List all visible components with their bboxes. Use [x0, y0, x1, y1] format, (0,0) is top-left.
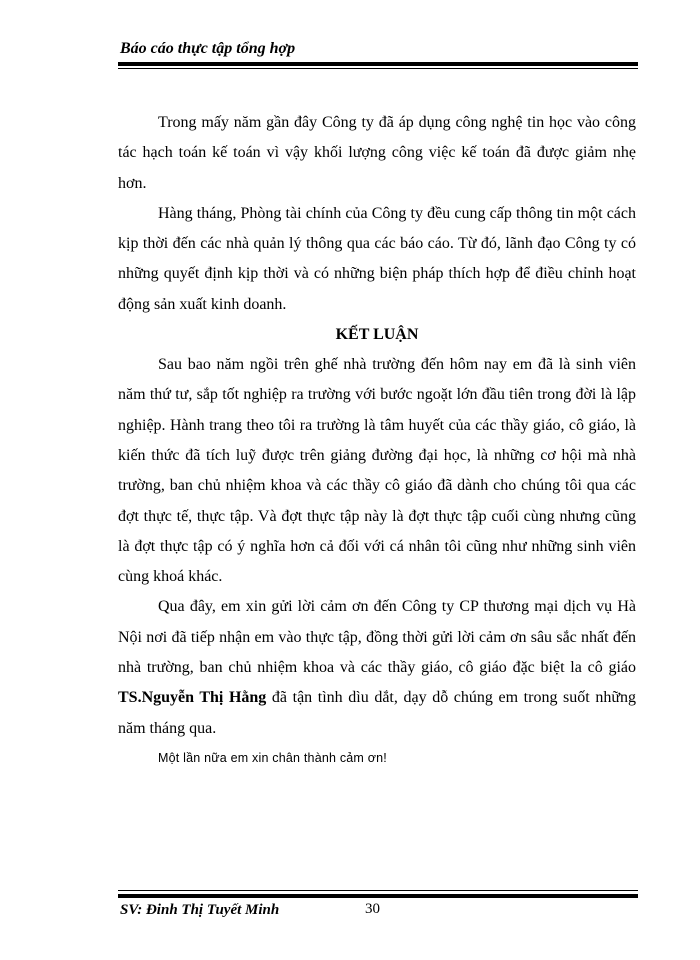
footer-rule-thin: [118, 890, 638, 891]
closing-line: Một lần nữa em xin chân thành cảm ơn!: [158, 750, 387, 765]
section-heading: KẾT LUẬN: [335, 326, 419, 344]
paragraph-4-text-start: Qua đây, em xin gửi lời cảm ơn đến Công ty CP thương mại dịch vụ Hà Nội nơi đã tiếp nhận em vào thực tập, đồng thời gửi lời cảm ơn sâu sắc nhất đến nhà trường, ban chủ nhiệm khoa và các thầy giáo, cô giáo đặc biệt la cô giáo: [118, 598, 636, 677]
footer-author: SV: Đinh Thị Tuyết Minh: [120, 902, 280, 918]
header-title: Báo cáo thực tập tổng hợp: [120, 40, 296, 57]
supervisor-name: TS.Nguyễn Thị Hằng: [118, 689, 267, 707]
body-text: [118, 108, 636, 772]
paragraph-2: Hàng tháng, Phòng tài chính của Công ty đều cung cấp thông tin một cách kịp thời đến các nhà quản lý thông qua các báo cáo. Từ đó, lãnh đạo Công ty có những quyết định kịp thời và có những biện pháp thích hợp để điều chỉnh hoạt động sản xuất kinh doanh.: [118, 204, 636, 313]
paragraph-1: Trong mấy năm gần đây Công ty đã áp dụng công nghệ tin học vào công tác hạch toán kế toán vì vậy khối lượng công việc kế toán đã được giảm nhẹ hơn.: [118, 114, 636, 192]
footer-rule-thick: [118, 894, 638, 898]
header-rule-thick: [118, 62, 638, 66]
paragraph-3: Sau bao năm ngồi trên ghế nhà trường đến hôm nay em đã là sinh viên năm thứ tư, sắp tốt nghiệp ra trường với bước ngoặt lớn đầu tiên trong đời là lập nghiệp. Hành trang theo tôi ra trường là tâm huyết của các thầy giáo, cô giáo, là kiến thức đã tích luỹ được trên giảng đường đại học, là những cơ hội mà nhà trường, ban chủ nhiệm khoa và các thầy cô giáo đã dành cho chúng tôi qua các đợt thực tế, thực tập. Và đợt thực tập này là đợt thực tập cuối cùng nhưng cũng là đợt thực tập có ý nghĩa hơn cả đối với cá nhân tôi cũng như những sinh viên cùng khoá khác.: [118, 356, 636, 586]
paragraph-4-text-end: đã tận tình dìu dắt, dạy dỗ chúng em trong suốt những năm tháng qua.: [118, 689, 636, 737]
header-rule-thin: [118, 68, 638, 69]
page-number: 30: [365, 901, 380, 917]
paragraph-4: [118, 592, 636, 743]
